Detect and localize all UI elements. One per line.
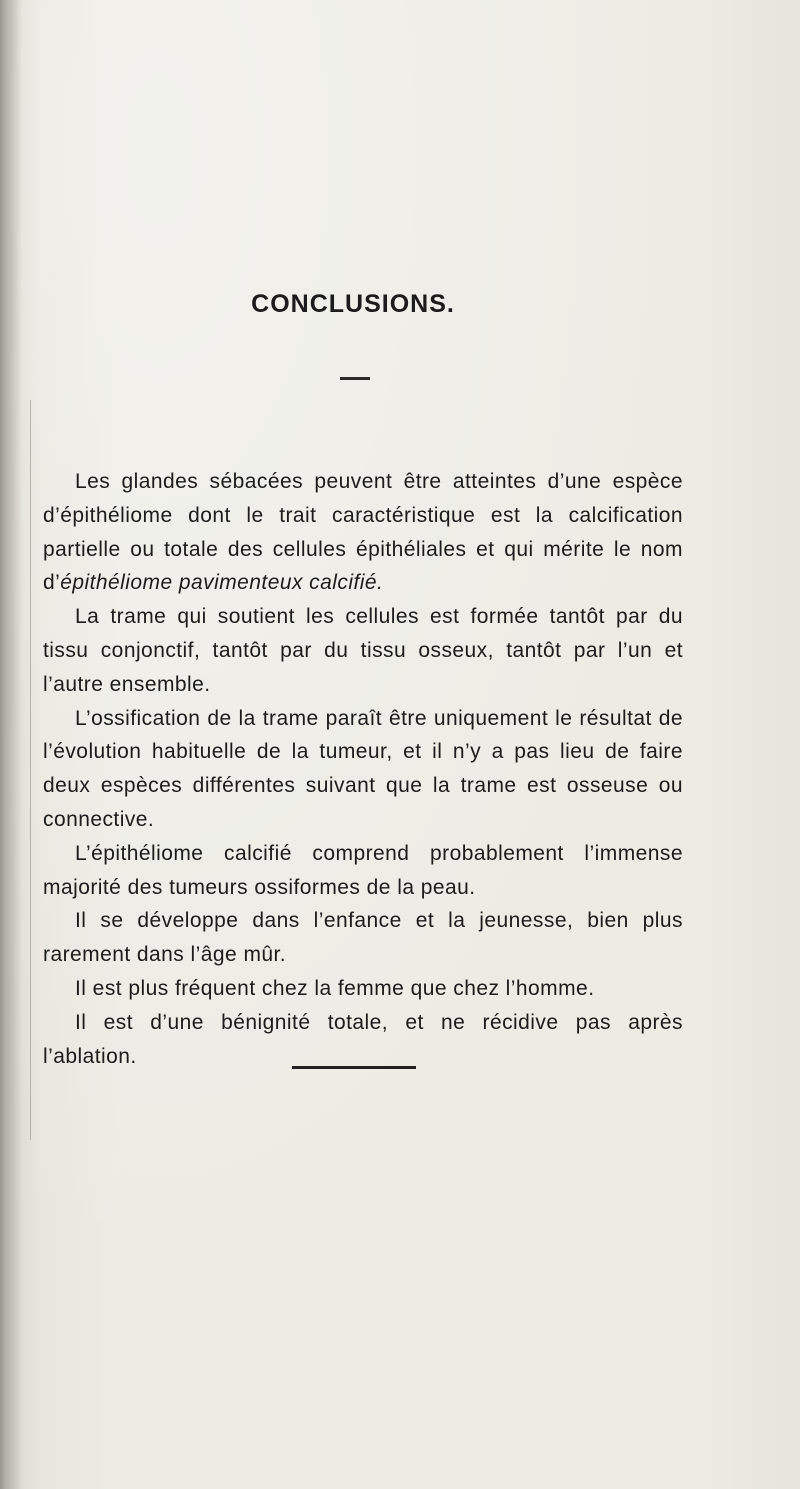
gutter-line [30, 400, 31, 1140]
conclusions-body [43, 465, 683, 1073]
title-rule [340, 377, 370, 380]
binding-shadow [0, 0, 22, 1489]
paragraph-7: Il est d’une bénignité totale, et ne récidive pas après l’ablation. [43, 1010, 683, 1068]
paragraph-1 [43, 465, 683, 600]
paragraph-3: L’ossification de la trame paraît être uniquement le résultat de l’évolution habituelle de la tumeur, et il n’y a pas lieu de faire deux espèces différentes suivant que la trame est osseuse ou connective. [43, 706, 683, 831]
paragraph-5: Il se développe dans l’enfance et la jeunesse, bien plus rarement dans l’âge mûr. [43, 909, 683, 967]
paragraph-6: Il est plus fréquent chez la femme que chez l’homme. [75, 976, 595, 1000]
end-rule [292, 1066, 416, 1069]
paragraph-2: La trame qui soutient les cellules est formée tantôt par du tissu conjonctif, tantôt par du tissu osseux, tantôt par l’un et l’autre ensemble. [43, 605, 683, 696]
page-title: CONCLUSIONS. [251, 290, 455, 318]
paragraph-1-emphasis: épithéliome pavimenteux calcifié. [60, 571, 384, 595]
paragraph-4: L’épithéliome calcifié comprend probablement l’immense majorité des tumeurs ossiformes de la peau. [43, 841, 683, 899]
paragraph-1-text: Les glandes sébacées peuvent être atteintes d’une espèce d’épithéliome dont le trait caractéristique est la calcification partielle ou totale des cellules épithéliales et qui mérite le nom d’ [43, 470, 683, 595]
